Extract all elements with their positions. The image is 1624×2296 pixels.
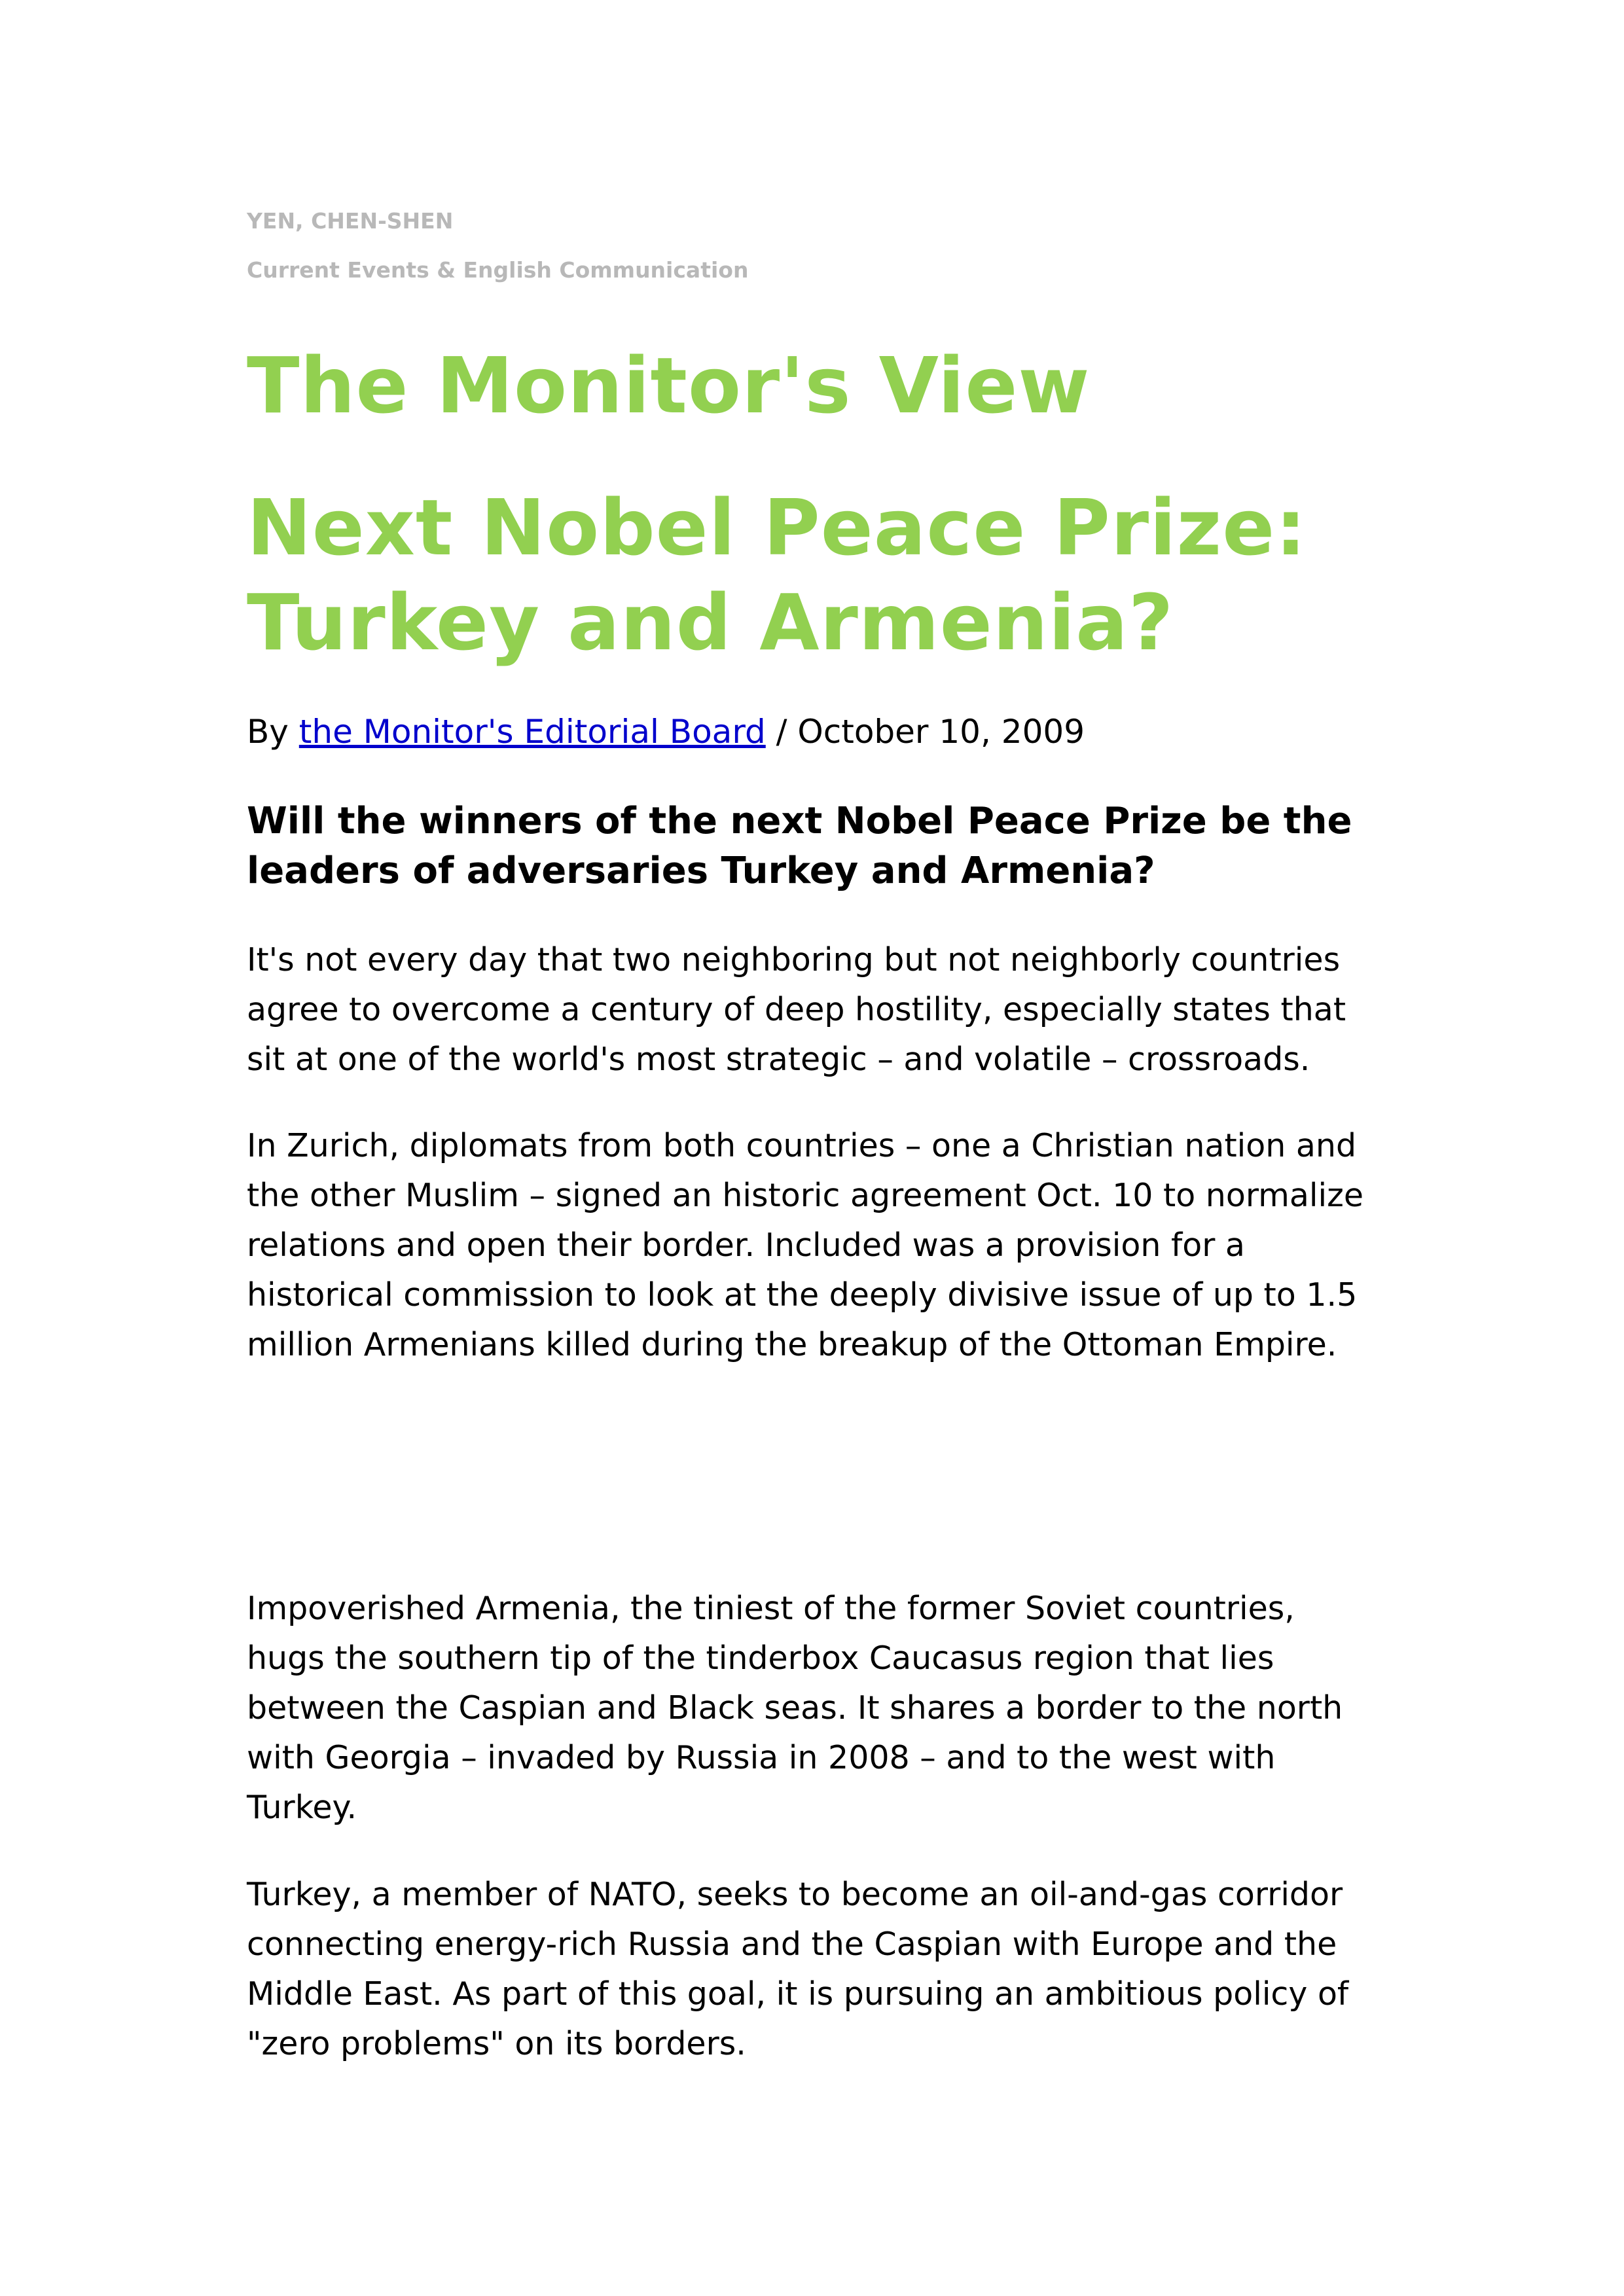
paragraph-2 [247, 1121, 1412, 1370]
byline-prefix: By [247, 713, 299, 751]
byline [247, 712, 1085, 751]
headline-line-1: Next Nobel Peace Prize: [247, 482, 1307, 573]
text-line: "zero problems" on its borders. [247, 2025, 746, 2062]
deck-line: leaders of adversaries Turkey and Armenia? [247, 850, 1155, 892]
author-name: YEN, CHEN-SHEN [247, 208, 454, 234]
text-line: Turkey. [247, 1789, 357, 1826]
text-line: In Zurich, diplomats from both countries – one a Christian nation and [247, 1127, 1357, 1164]
deck-line: Will the winners of the next Nobel Peace Prize be the [247, 800, 1352, 842]
text-line: connecting energy-rich Russia and the Caspian with Europe and the [247, 1926, 1337, 1963]
text-line: with Georgia – invaded by Russia in 2008 – and to the west with [247, 1739, 1276, 1776]
paragraph-4 [247, 1870, 1412, 2069]
text-line: historical commission to look at the deeply divisive issue of up to 1.5 [247, 1276, 1358, 1314]
text-line: million Armenians killed during the breakup of the Ottoman Empire. [247, 1326, 1337, 1363]
text-line: the other Muslim – signed an historic agreement Oct. 10 to normalize [247, 1177, 1363, 1214]
byline-date: / October 10, 2009 [765, 713, 1085, 751]
article-deck [247, 797, 1399, 896]
headline-line-2: Turkey and Armenia? [247, 577, 1174, 668]
paragraph-3 [247, 1584, 1412, 1833]
text-line: relations and open their border. Included was a provision for a [247, 1227, 1245, 1264]
text-line: Middle East. As part of this goal, it is pursuing an ambitious policy of [247, 1975, 1349, 2013]
text-line: hugs the southern tip of the tinderbox Caucasus region that lies [247, 1640, 1274, 1677]
paragraph-1 [247, 935, 1412, 1085]
text-line: Impoverished Armenia, the tiniest of the former Soviet countries, [247, 1590, 1295, 1627]
course-name: Current Events & English Communication [247, 257, 749, 283]
text-line: It's not every day that two neighboring but not neighborly countries [247, 941, 1341, 978]
editorial-board-link[interactable]: the Monitor's Editorial Board [298, 713, 766, 751]
text-line: between the Caspian and Black seas. It shares a border to the north [247, 1689, 1343, 1727]
text-line: Turkey, a member of NATO, seeks to become an oil-and-gas corridor [247, 1876, 1343, 1913]
text-line: agree to overcome a century of deep hostility, especially states that [247, 991, 1346, 1028]
section-title: The Monitor's View [247, 340, 1091, 431]
text-line: sit at one of the world's most strategic – and volatile – crossroads. [247, 1041, 1310, 1078]
